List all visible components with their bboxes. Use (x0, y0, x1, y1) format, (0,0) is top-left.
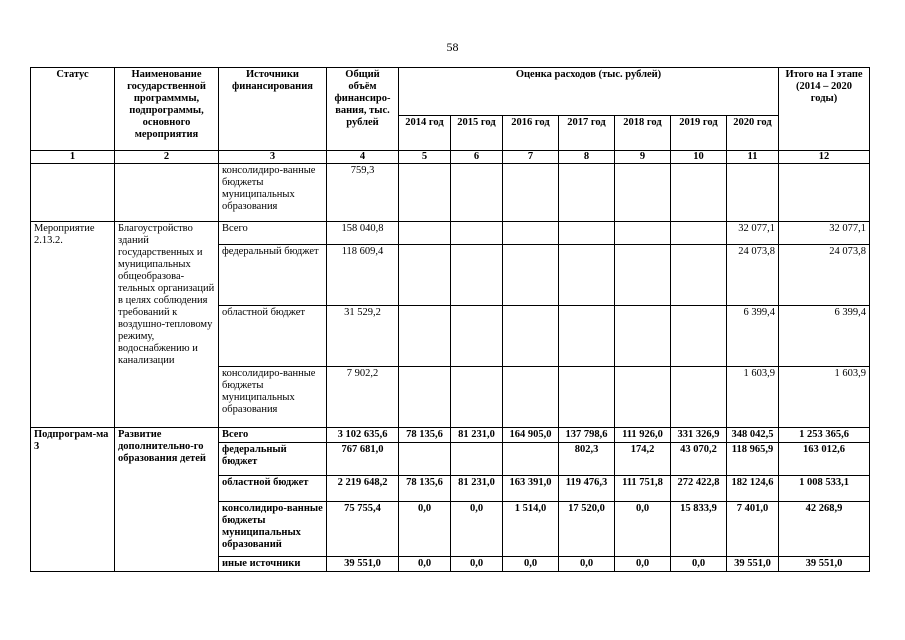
header-year: 2015 год (451, 116, 503, 151)
total-cell: 2 219 648,2 (327, 476, 399, 502)
source-cell: консолидиро-ванные бюджеты муниципальных образований (219, 502, 327, 557)
total-cell: 39 551,0 (327, 557, 399, 572)
year-2020-cell: 1 603,9 (727, 367, 779, 428)
total-cell: 118 609,4 (327, 245, 399, 306)
stage-total-cell: 1 008 533,1 (779, 476, 870, 502)
total-cell: 158 040,8 (327, 222, 399, 245)
year-cell: 7 401,0 (727, 502, 779, 557)
year-cell: 331 326,9 (671, 428, 727, 443)
column-index: 5 (399, 151, 451, 164)
year-cell: 802,3 (559, 443, 615, 476)
page-number: 58 (446, 40, 459, 54)
year-cell (399, 443, 451, 476)
stage-total-cell: 6 399,4 (779, 306, 870, 367)
column-index: 3 (219, 151, 327, 164)
column-index: 9 (615, 151, 671, 164)
year-cell (503, 443, 559, 476)
year-2020-cell: 6 399,4 (727, 306, 779, 367)
total-cell: 75 755,4 (327, 502, 399, 557)
header-name: Наименование государственной программмы, подпрограммы, основного мероприятия (115, 68, 219, 151)
name-cell: Развитие дополнительно-го образования детей (115, 428, 219, 572)
source-cell: федеральный бюджет (219, 245, 327, 306)
source-cell: Всего (219, 222, 327, 245)
year-cell: 111 926,0 (615, 428, 671, 443)
header-year: 2014 год (399, 116, 451, 151)
source-cell: областной бюджет (219, 306, 327, 367)
year-cell: 0,0 (399, 557, 451, 572)
year-cell: 39 551,0 (727, 557, 779, 572)
header-estimate: Оценка расходов (тыс. рублей) (399, 68, 779, 116)
total-cell: 759,3 (327, 164, 399, 222)
header-status: Статус (31, 68, 115, 151)
total-cell: 31 529,2 (327, 306, 399, 367)
year-cell: 0,0 (451, 557, 503, 572)
column-index: 10 (671, 151, 727, 164)
column-index: 8 (559, 151, 615, 164)
year-cell: 163 391,0 (503, 476, 559, 502)
year-cell: 118 965,9 (727, 443, 779, 476)
year-cell: 348 042,5 (727, 428, 779, 443)
year-2020-cell: 32 077,1 (727, 222, 779, 245)
status-cell: Мероприятие 2.13.2. (31, 222, 115, 428)
stage-total-cell: 1 603,9 (779, 367, 870, 428)
status-cell: Подпрограм-ма 3 (31, 428, 115, 572)
header-year: 2020 год (727, 116, 779, 151)
year-cell: 164 905,0 (503, 428, 559, 443)
column-index: 4 (327, 151, 399, 164)
year-cell: 119 476,3 (559, 476, 615, 502)
source-cell: иные источники (219, 557, 327, 572)
year-cell: 43 070,2 (671, 443, 727, 476)
year-cell: 78 135,6 (399, 476, 451, 502)
name-cell (115, 164, 219, 222)
year-cell: 174,2 (615, 443, 671, 476)
source-cell: федеральный бюджет (219, 443, 327, 476)
year-cell: 0,0 (399, 502, 451, 557)
stage-total-cell: 1 253 365,6 (779, 428, 870, 443)
stage-total-cell: 42 268,9 (779, 502, 870, 557)
header-sources: Источники финансирования (219, 68, 327, 151)
header-year: 2016 год (503, 116, 559, 151)
total-cell: 3 102 635,6 (327, 428, 399, 443)
status-cell (31, 164, 115, 222)
year-cell: 1 514,0 (503, 502, 559, 557)
year-cell: 0,0 (503, 557, 559, 572)
header-total: Общий объём финансиро-вания, тыс. рублей (327, 68, 399, 151)
stage-total-cell: 32 077,1 (779, 222, 870, 245)
year-cell: 272 422,8 (671, 476, 727, 502)
year-cell: 0,0 (671, 557, 727, 572)
year-cell: 0,0 (615, 557, 671, 572)
total-cell: 7 902,2 (327, 367, 399, 428)
column-index: 12 (779, 151, 870, 164)
source-cell: консолидиро-ванные бюджеты муниципальных образования (219, 164, 327, 222)
year-cell: 81 231,0 (451, 476, 503, 502)
source-cell: Всего (219, 428, 327, 443)
stage-total-cell: 163 012,6 (779, 443, 870, 476)
column-index: 11 (727, 151, 779, 164)
stage-total-cell: 24 073,8 (779, 245, 870, 306)
stage-total-cell: 39 551,0 (779, 557, 870, 572)
year-cell: 17 520,0 (559, 502, 615, 557)
year-cell: 0,0 (559, 557, 615, 572)
total-cell: 767 681,0 (327, 443, 399, 476)
header-year: 2019 год (671, 116, 727, 151)
year-cell: 182 124,6 (727, 476, 779, 502)
header-year: 2017 год (559, 116, 615, 151)
column-index: 2 (115, 151, 219, 164)
name-cell: Благоустройство зданий государственных и муниципальных общеобразова-тельных организаций в целях соблюдения требований к воздушно-тепловому режиму, водоснабжению и канализации (115, 222, 219, 428)
header-stage-total: Итого на I этапе (2014 – 2020 годы) (779, 68, 870, 151)
year-cell: 111 751,8 (615, 476, 671, 502)
year-cell: 0,0 (451, 502, 503, 557)
header-year: 2018 год (615, 116, 671, 151)
budget-table (30, 67, 870, 572)
column-index: 7 (503, 151, 559, 164)
source-cell: консолидиро-ванные бюджеты муниципальных образования (219, 367, 327, 428)
year-cell: 0,0 (615, 502, 671, 557)
year-cell: 78 135,6 (399, 428, 451, 443)
column-index: 6 (451, 151, 503, 164)
year-cell: 137 798,6 (559, 428, 615, 443)
year-cell (451, 443, 503, 476)
year-cell: 81 231,0 (451, 428, 503, 443)
year-cell: 15 833,9 (671, 502, 727, 557)
column-index: 1 (31, 151, 115, 164)
year-2020-cell: 24 073,8 (727, 245, 779, 306)
source-cell: областной бюджет (219, 476, 327, 502)
